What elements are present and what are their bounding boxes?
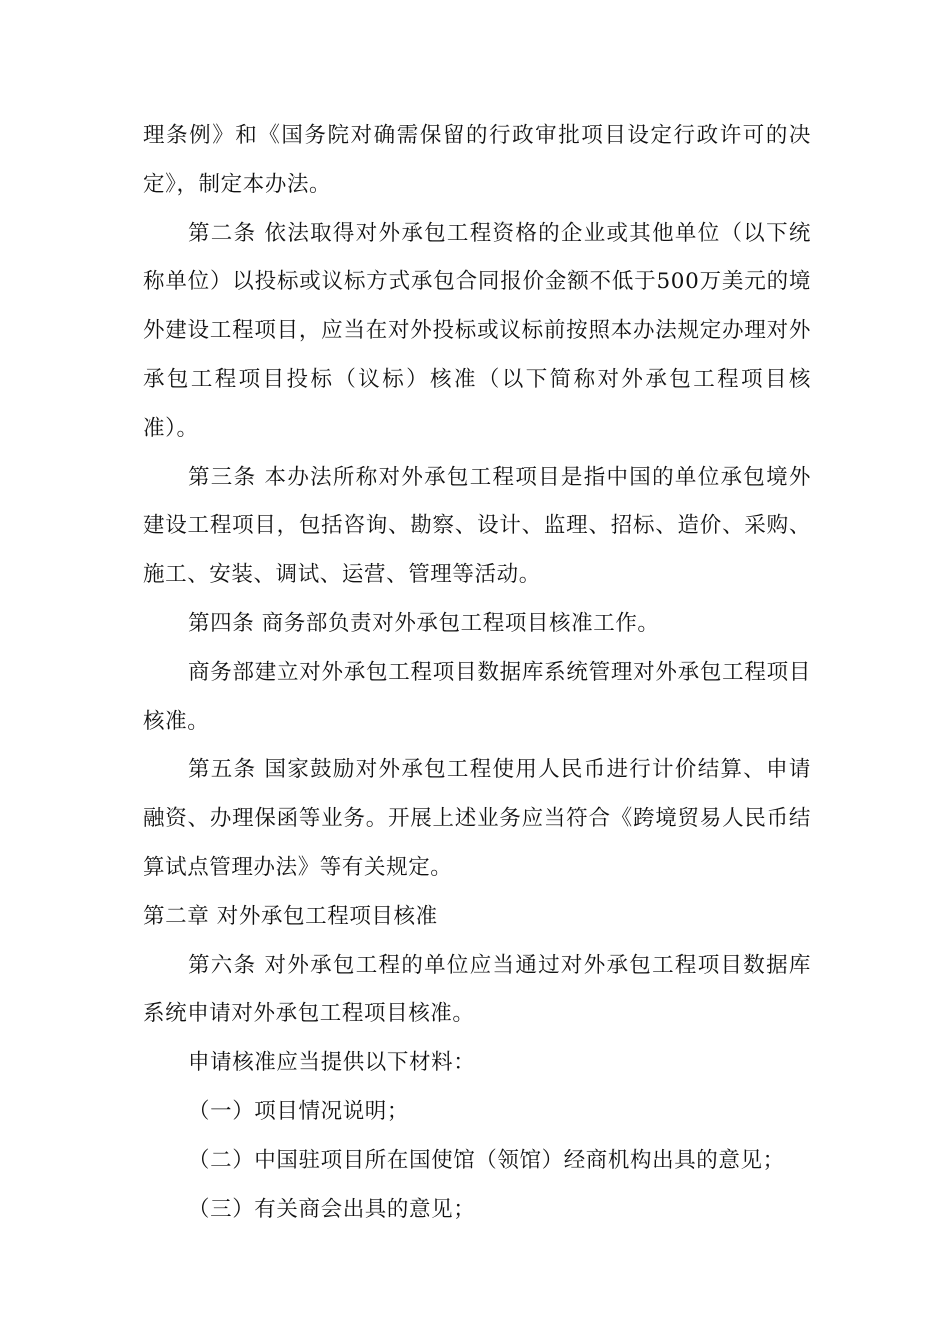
- paragraph-article-6: 第六条 对外承包工程的单位应当通过对外承包工程项目数据库系统申请对外承包工程项目核准。: [143, 952, 811, 1027]
- list-item: （三）有关商会出具的意见；: [188, 1196, 476, 1222]
- paragraph-continuation: 理条例》和《国务院对确需保留的行政审批项目设定行政许可的决定》，制定本办法。: [143, 123, 811, 197]
- paragraph-article-4: 第四条 商务部负责对外承包工程项目核准工作。: [188, 610, 660, 636]
- document-body: [143, 112, 811, 1234]
- paragraph-article-2: 第二条 依法取得对外承包工程资格的企业或其他单位（以下统称单位）以投标或议标方式承包合同报价金额不低于500万美元的境外建设工程项目，应当在对外投标或议标前按照本办法规定办理对外承包工程项目投标（议标）核准（以下简称对外承包工程项目核准）。: [143, 220, 811, 441]
- list-item: （一）项目情况说明；: [188, 1098, 410, 1124]
- paragraph-database: 商务部建立对外承包工程项目数据库系统管理对外承包工程项目核准。: [143, 659, 811, 734]
- paragraph-article-5: 第五条 国家鼓励对外承包工程使用人民币进行计价结算、申请融资、办理保函等业务。开展上述业务应当符合《跨境贸易人民币结算试点管理办法》等有关规定。: [143, 757, 811, 880]
- paragraph-article-3: 第三条 本办法所称对外承包工程项目是指中国的单位承包境外建设工程项目，包括咨询、勘察、设计、监理、招标、造价、采购、施工、安装、调试、运营、管理等活动。: [143, 464, 811, 588]
- list-item: （二）中国驻项目所在国使馆（领馆）经商机构出具的意见；: [188, 1147, 785, 1173]
- chapter-heading: 第二章 对外承包工程项目核准: [143, 903, 438, 929]
- paragraph-materials-intro: 申请核准应当提供以下材料：: [188, 1050, 476, 1076]
